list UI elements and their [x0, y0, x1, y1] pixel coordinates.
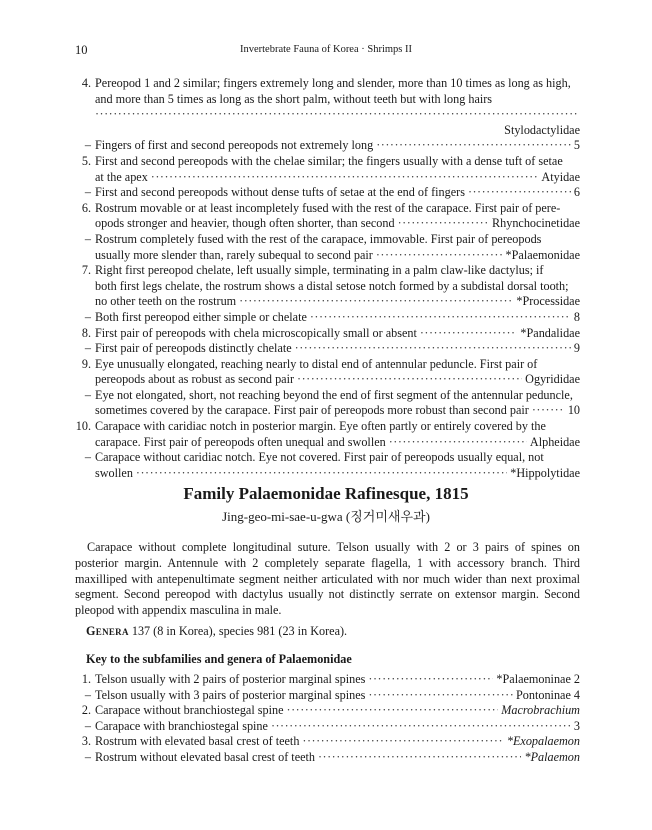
dot-leader	[297, 372, 522, 388]
couplet-text: usually more slender than, rarely subequal to second pair	[95, 247, 373, 262]
key-couplet	[75, 232, 580, 263]
couplet-text: Both first pereopod either simple or chelate	[95, 309, 307, 324]
couplet-target: *Palaemonidae	[505, 247, 580, 262]
couplet-final-line	[95, 734, 580, 750]
couplet-number: –	[84, 718, 91, 733]
couplet-final-line	[95, 294, 580, 310]
couplet-target: 9	[573, 341, 580, 356]
couplet-text-line: and more than 5 times as long as the short palm, without teeth but with long hairs	[95, 91, 493, 106]
dot-leader	[302, 734, 503, 750]
couplet-target: *Exopalaemon	[506, 734, 580, 749]
couplet-text: Telson usually with 3 pairs of posterior marginal spines	[95, 687, 366, 702]
couplet-text-line: both first legs chelate, the rostrum shows a distal setose notch formed by a subdistal dorsal tooth;	[95, 278, 569, 293]
dot-leader	[271, 719, 571, 735]
couplet-number: 4.	[81, 76, 91, 90]
key-couplet	[75, 201, 580, 232]
couplet-text: no other teeth on the rostrum	[95, 294, 237, 309]
couplet-target: *Palaemon	[524, 749, 580, 764]
dot-leader	[151, 170, 539, 186]
couplet-final-line	[95, 341, 580, 357]
couplet-text: pereopods about as robust as second pair	[95, 372, 295, 387]
couplet-final-line	[95, 170, 580, 186]
couplet-target: 3	[573, 718, 580, 733]
couplet-final-line	[95, 372, 580, 388]
dot-leader	[376, 138, 571, 154]
dot-leader	[310, 310, 571, 326]
couplet-target: Rhynchocinetidae	[492, 216, 580, 231]
couplet-number: –	[84, 387, 91, 402]
couplet-text: Rostrum without elevated basal crest of teeth	[95, 749, 315, 764]
couplet-final-line	[95, 750, 580, 766]
couplet-final-line	[95, 688, 580, 704]
family-key	[75, 76, 580, 481]
couplet-text-line: Eye not elongated, short, not reaching beyond the end of first segment of the antennular peduncle,	[95, 387, 573, 402]
dot-leader	[398, 216, 489, 232]
couplet-target: 8	[573, 309, 580, 324]
couplet-number: 3.	[81, 734, 91, 749]
dot-leader	[318, 750, 521, 766]
family-description: Carapace without complete longitudinal suture. Telson usually with 2 or 3 pairs of spines on posterior margin. Antennule with 2 completely separate flagella, 1 with accessory branch. Third maxilliped with antepenultimate segment neither articulated with nor much wider than next proximal segment. Second pereopod with dactylus usually not distinctly serrate on extensor margin. Second pleopod with appendix masculina in male.	[75, 540, 580, 618]
couplet-number: 7.	[81, 263, 91, 278]
couplet-number: 1.	[81, 672, 91, 686]
couplet-text-line: Rostrum movable or at least incompletely fused with the rest of the carapace. First pair of pere-	[95, 200, 561, 215]
dot-leader	[295, 341, 571, 357]
key-couplet	[75, 326, 580, 342]
couplet-target: Pontoninae 4	[516, 687, 580, 702]
couplet-target: Ogyrididae	[525, 372, 580, 387]
couplet-text-line: First and second pereopods with the chelae similar; the fingers usually with a dense tuft of setae	[95, 153, 563, 168]
couplet-number: –	[84, 309, 91, 324]
couplet-text: First and second pereopods without dense tufts of setae at the end of fingers	[95, 185, 465, 200]
dot-leader	[136, 466, 507, 482]
key-couplet	[75, 341, 580, 357]
couplet-final-line	[95, 310, 580, 326]
couplet-final-line	[95, 138, 580, 154]
couplet-target: 6	[573, 185, 580, 200]
couplet-final-line	[95, 403, 580, 419]
dot-leader	[239, 294, 513, 310]
korean-name: Jing-geo-mi-sae-u-gwa (징거미새우과)	[222, 509, 430, 524]
couplet-number: –	[84, 341, 91, 356]
couplet-target: Stylodactylidae	[504, 122, 580, 137]
couplet-final-line	[95, 216, 580, 232]
couplet-text: sometimes covered by the carapace. First pair of pereopods more robust than second pair	[95, 403, 529, 418]
couplet-text: Fingers of first and second pereopods not extremely long	[95, 138, 374, 153]
dot-leader	[287, 703, 499, 719]
running-title: Invertebrate Fauna of Korea · Shrimps II	[239, 44, 413, 55]
couplet-final-line	[95, 703, 580, 719]
couplet-number: 5.	[81, 153, 91, 168]
couplet-number: –	[84, 138, 91, 153]
key-couplet	[75, 419, 580, 450]
family-title: Family Palaemonidae Rafinesque, 1815	[183, 484, 469, 503]
couplet-number: 6.	[81, 200, 91, 215]
couplet-text: Rostrum with elevated basal crest of teeth	[95, 734, 300, 749]
leader-line	[95, 107, 580, 123]
couplet-final-line	[95, 248, 580, 264]
couplet-final-line	[95, 466, 580, 482]
couplet-text-line: Right first pereopod chelate, left usually simple, terminating in a palm claw-like dactylus; if	[95, 263, 544, 278]
key-couplet	[75, 703, 580, 719]
couplet-text: First pair of pereopods distinctly chelate	[95, 341, 292, 356]
couplet-text: Carapace without branchiostegal spine	[95, 703, 284, 718]
couplet-text-line: Rostrum completely fused with the rest of the carapace, immovable. First pair of pereopods	[95, 231, 542, 246]
couplet-number: –	[84, 231, 91, 246]
dot-leader	[368, 688, 513, 704]
couplet-target: Alpheidae	[529, 434, 580, 449]
genera-label: Genera	[86, 624, 129, 638]
couplet-text: swollen	[95, 465, 133, 480]
key-couplet	[75, 76, 580, 138]
couplet-text-line: Carapace without caridiac notch. Eye not covered. First pair of pereopods usually equal, not	[95, 450, 544, 465]
key-couplet	[75, 388, 580, 419]
couplet-target: 5	[573, 138, 580, 153]
couplet-target: Macrobrachium	[501, 703, 580, 718]
couplet-target: Atyidae	[541, 169, 580, 184]
couplet-number: 2.	[81, 703, 91, 718]
couplet-target: 10	[567, 403, 580, 418]
couplet-final-line	[95, 123, 580, 139]
couplet-final-line	[95, 672, 580, 688]
key-title: Key to the subfamilies and genera of Palaemonidae	[86, 652, 352, 666]
couplet-final-line	[95, 326, 580, 342]
key-couplet	[75, 750, 580, 766]
key-couplet	[75, 154, 580, 185]
couplet-text: at the apex	[95, 169, 148, 184]
couplet-text: First pair of pereopods with chela microscopically small or absent	[95, 325, 417, 340]
couplet-target: *Palaemoninae 2	[496, 672, 580, 686]
couplet-text: carapace. First pair of pereopods often unequal and swollen	[95, 434, 386, 449]
couplet-text-line: Carapace with caridiac notch in posterior margin. Eye often partly or entirely covered by the	[95, 419, 546, 434]
couplet-text-line: Pereopod 1 and 2 similar; fingers extremely long and slender, more than 10 times as long as high,	[95, 76, 571, 90]
couplet-number: 8.	[81, 325, 91, 340]
key-couplet	[75, 672, 580, 688]
dot-leader	[468, 185, 571, 201]
genera-count: 137 (8 in Korea), species 981 (23 in Korea).	[128, 624, 348, 638]
dot-leader	[389, 435, 527, 451]
page-number: 10	[75, 43, 88, 57]
key-couplet	[75, 357, 580, 388]
couplet-number: 9.	[81, 356, 91, 371]
key-couplet	[75, 185, 580, 201]
key-couplet	[75, 688, 580, 704]
couplet-number: 10.	[75, 419, 91, 434]
key-couplet	[75, 310, 580, 326]
page-header	[75, 43, 577, 59]
couplet-final-line	[95, 719, 580, 735]
key-couplet	[75, 450, 580, 481]
dot-leader	[368, 672, 493, 688]
couplet-final-line	[95, 435, 580, 451]
couplet-target: *Processidae	[516, 294, 580, 309]
key-couplet	[75, 719, 580, 735]
genera-line	[86, 624, 347, 639]
couplet-number: –	[84, 687, 91, 702]
dot-leader	[420, 326, 518, 342]
genera-key	[75, 672, 580, 766]
dot-leader	[376, 248, 503, 264]
couplet-text: opods stronger and heavier, though often shorter, than second	[95, 216, 395, 231]
couplet-text-line: Eye unusually elongated, reaching nearly to distal end of antennular peduncle. First pair of	[95, 356, 538, 371]
couplet-text: Telson usually with 2 pairs of posterior marginal spines	[95, 672, 366, 686]
couplet-final-line	[95, 185, 580, 201]
couplet-text: Carapace with branchiostegal spine	[95, 718, 268, 733]
dot-leader	[532, 403, 565, 419]
couplet-number: –	[84, 185, 91, 200]
key-couplet	[75, 734, 580, 750]
key-couplet	[75, 138, 580, 154]
couplet-number: –	[84, 450, 91, 465]
key-couplet	[75, 263, 580, 310]
couplet-number: –	[84, 749, 91, 764]
dot-leader	[95, 107, 577, 123]
couplet-target: *Hippolytidae	[510, 465, 580, 480]
couplet-target: *Pandalidae	[520, 325, 580, 340]
